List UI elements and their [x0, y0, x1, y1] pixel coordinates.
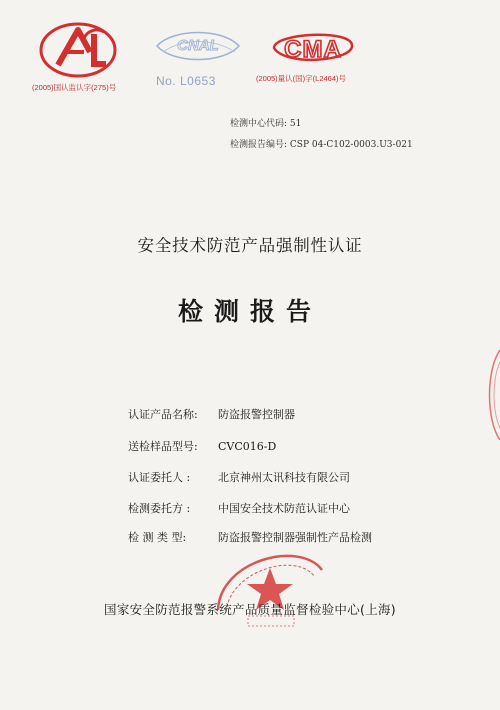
document-title: 检测报告 [177, 297, 322, 326]
field-sample-model [128, 438, 276, 454]
field-label: 送检样品型号: [128, 440, 198, 453]
cma-logo-text: CMA [284, 36, 342, 63]
field-label: 认证委托人 : [128, 471, 191, 484]
field-test-commissioner [128, 500, 350, 516]
field-value: 防盗报警控制器强制性产品检测 [218, 531, 372, 544]
cma-certificate-number: (2005)量认(国)字(L2464)号 [256, 74, 347, 83]
field-value: CVC016-D [218, 440, 277, 453]
official-seal-stamp [210, 540, 330, 640]
field-value: 中国安全技术防范认证中心 [218, 502, 350, 515]
field-value: 防盗报警控制器 [218, 408, 295, 421]
inspection-center-code: 检测中心代码: 51 [230, 119, 302, 129]
cnal-accreditation-number: No. L0653 [156, 74, 216, 88]
cnal-logo [153, 26, 243, 66]
report-number: 检测报告编号: CSP 04-C102-0003.U3-021 [230, 140, 413, 150]
cal-certificate-number: (2005)国认监认字(275)号 [32, 83, 117, 92]
field-value: 北京神州太讯科技有限公司 [218, 471, 350, 484]
field-product-name [128, 406, 295, 422]
field-label: 检 测 类 型: [128, 531, 187, 544]
field-certification-client [128, 469, 350, 485]
field-label: 认证产品名称: [128, 408, 198, 421]
issuing-organization: 国家安全防范报警系统产品质量监督检验中心(上海) [104, 602, 396, 617]
cnal-logo-text: CNAL [177, 37, 219, 54]
field-label: 检测委托方 : [128, 502, 191, 515]
cma-logo [268, 27, 356, 69]
edge-seal-fragment [484, 350, 500, 440]
document-subtitle: 安全技术防范产品强制性认证 [137, 236, 363, 255]
cal-logo [38, 20, 118, 80]
